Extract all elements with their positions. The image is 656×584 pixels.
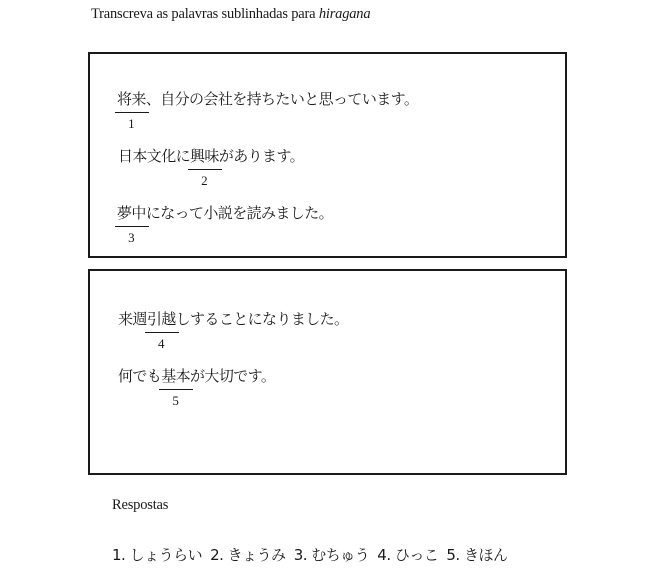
sentence-4-post: しすることになりました。 xyxy=(175,310,349,328)
word-number-3: 3 xyxy=(128,230,135,245)
sentence-5-post: が大切です。 xyxy=(190,367,276,385)
sentence-4-pre: 来週 xyxy=(118,310,147,328)
sentence-5 xyxy=(118,365,276,408)
underlined-word-1 xyxy=(117,88,146,131)
word-number-2: 2 xyxy=(201,173,208,188)
instruction-text: Transcreva as palavras sublinhadas para xyxy=(91,6,319,22)
instruction-emphasis: hiragana xyxy=(318,6,371,22)
word-number-4: 4 xyxy=(157,336,165,351)
underlined-word-2 xyxy=(190,145,219,188)
underlined-word-4-text: 引越 xyxy=(146,310,176,328)
answer-4: 4. ひっこ xyxy=(377,546,439,564)
sentence-3 xyxy=(117,202,334,245)
word-number-5: 5 xyxy=(172,393,179,408)
answer-5: 5. きほん xyxy=(446,546,508,564)
underlined-word-2-text: 興味 xyxy=(190,147,219,165)
sentence-2 xyxy=(118,145,305,188)
underlined-word-3-text: 夢中 xyxy=(117,204,146,222)
underlined-word-5 xyxy=(161,365,191,408)
sentence-1-post: 、自分の会社を持ちたいと思っています。 xyxy=(145,90,419,108)
sentence-5-pre: 何でも xyxy=(118,367,162,385)
underlined-word-4 xyxy=(146,308,176,351)
answer-3: 3. むちゅう xyxy=(293,546,370,564)
answers-list xyxy=(112,544,507,565)
sentence-2-pre: 日本文化に xyxy=(118,147,191,165)
sentence-1 xyxy=(117,88,419,131)
underlined-word-3 xyxy=(117,202,146,245)
answer-2: 2. きょうみ xyxy=(210,546,286,564)
sentence-4 xyxy=(118,308,349,351)
underlined-word-5-text: 基本 xyxy=(161,367,191,385)
answers-label: Respostas xyxy=(112,497,169,513)
word-number-1: 1 xyxy=(128,116,135,131)
sentence-2-post: があります。 xyxy=(218,147,305,165)
sentence-3-post: になって小説を読みました。 xyxy=(145,204,334,222)
instruction xyxy=(91,6,370,23)
underlined-word-1-text: 将来 xyxy=(117,90,146,108)
answer-1: 1. しょうらい xyxy=(112,546,203,564)
